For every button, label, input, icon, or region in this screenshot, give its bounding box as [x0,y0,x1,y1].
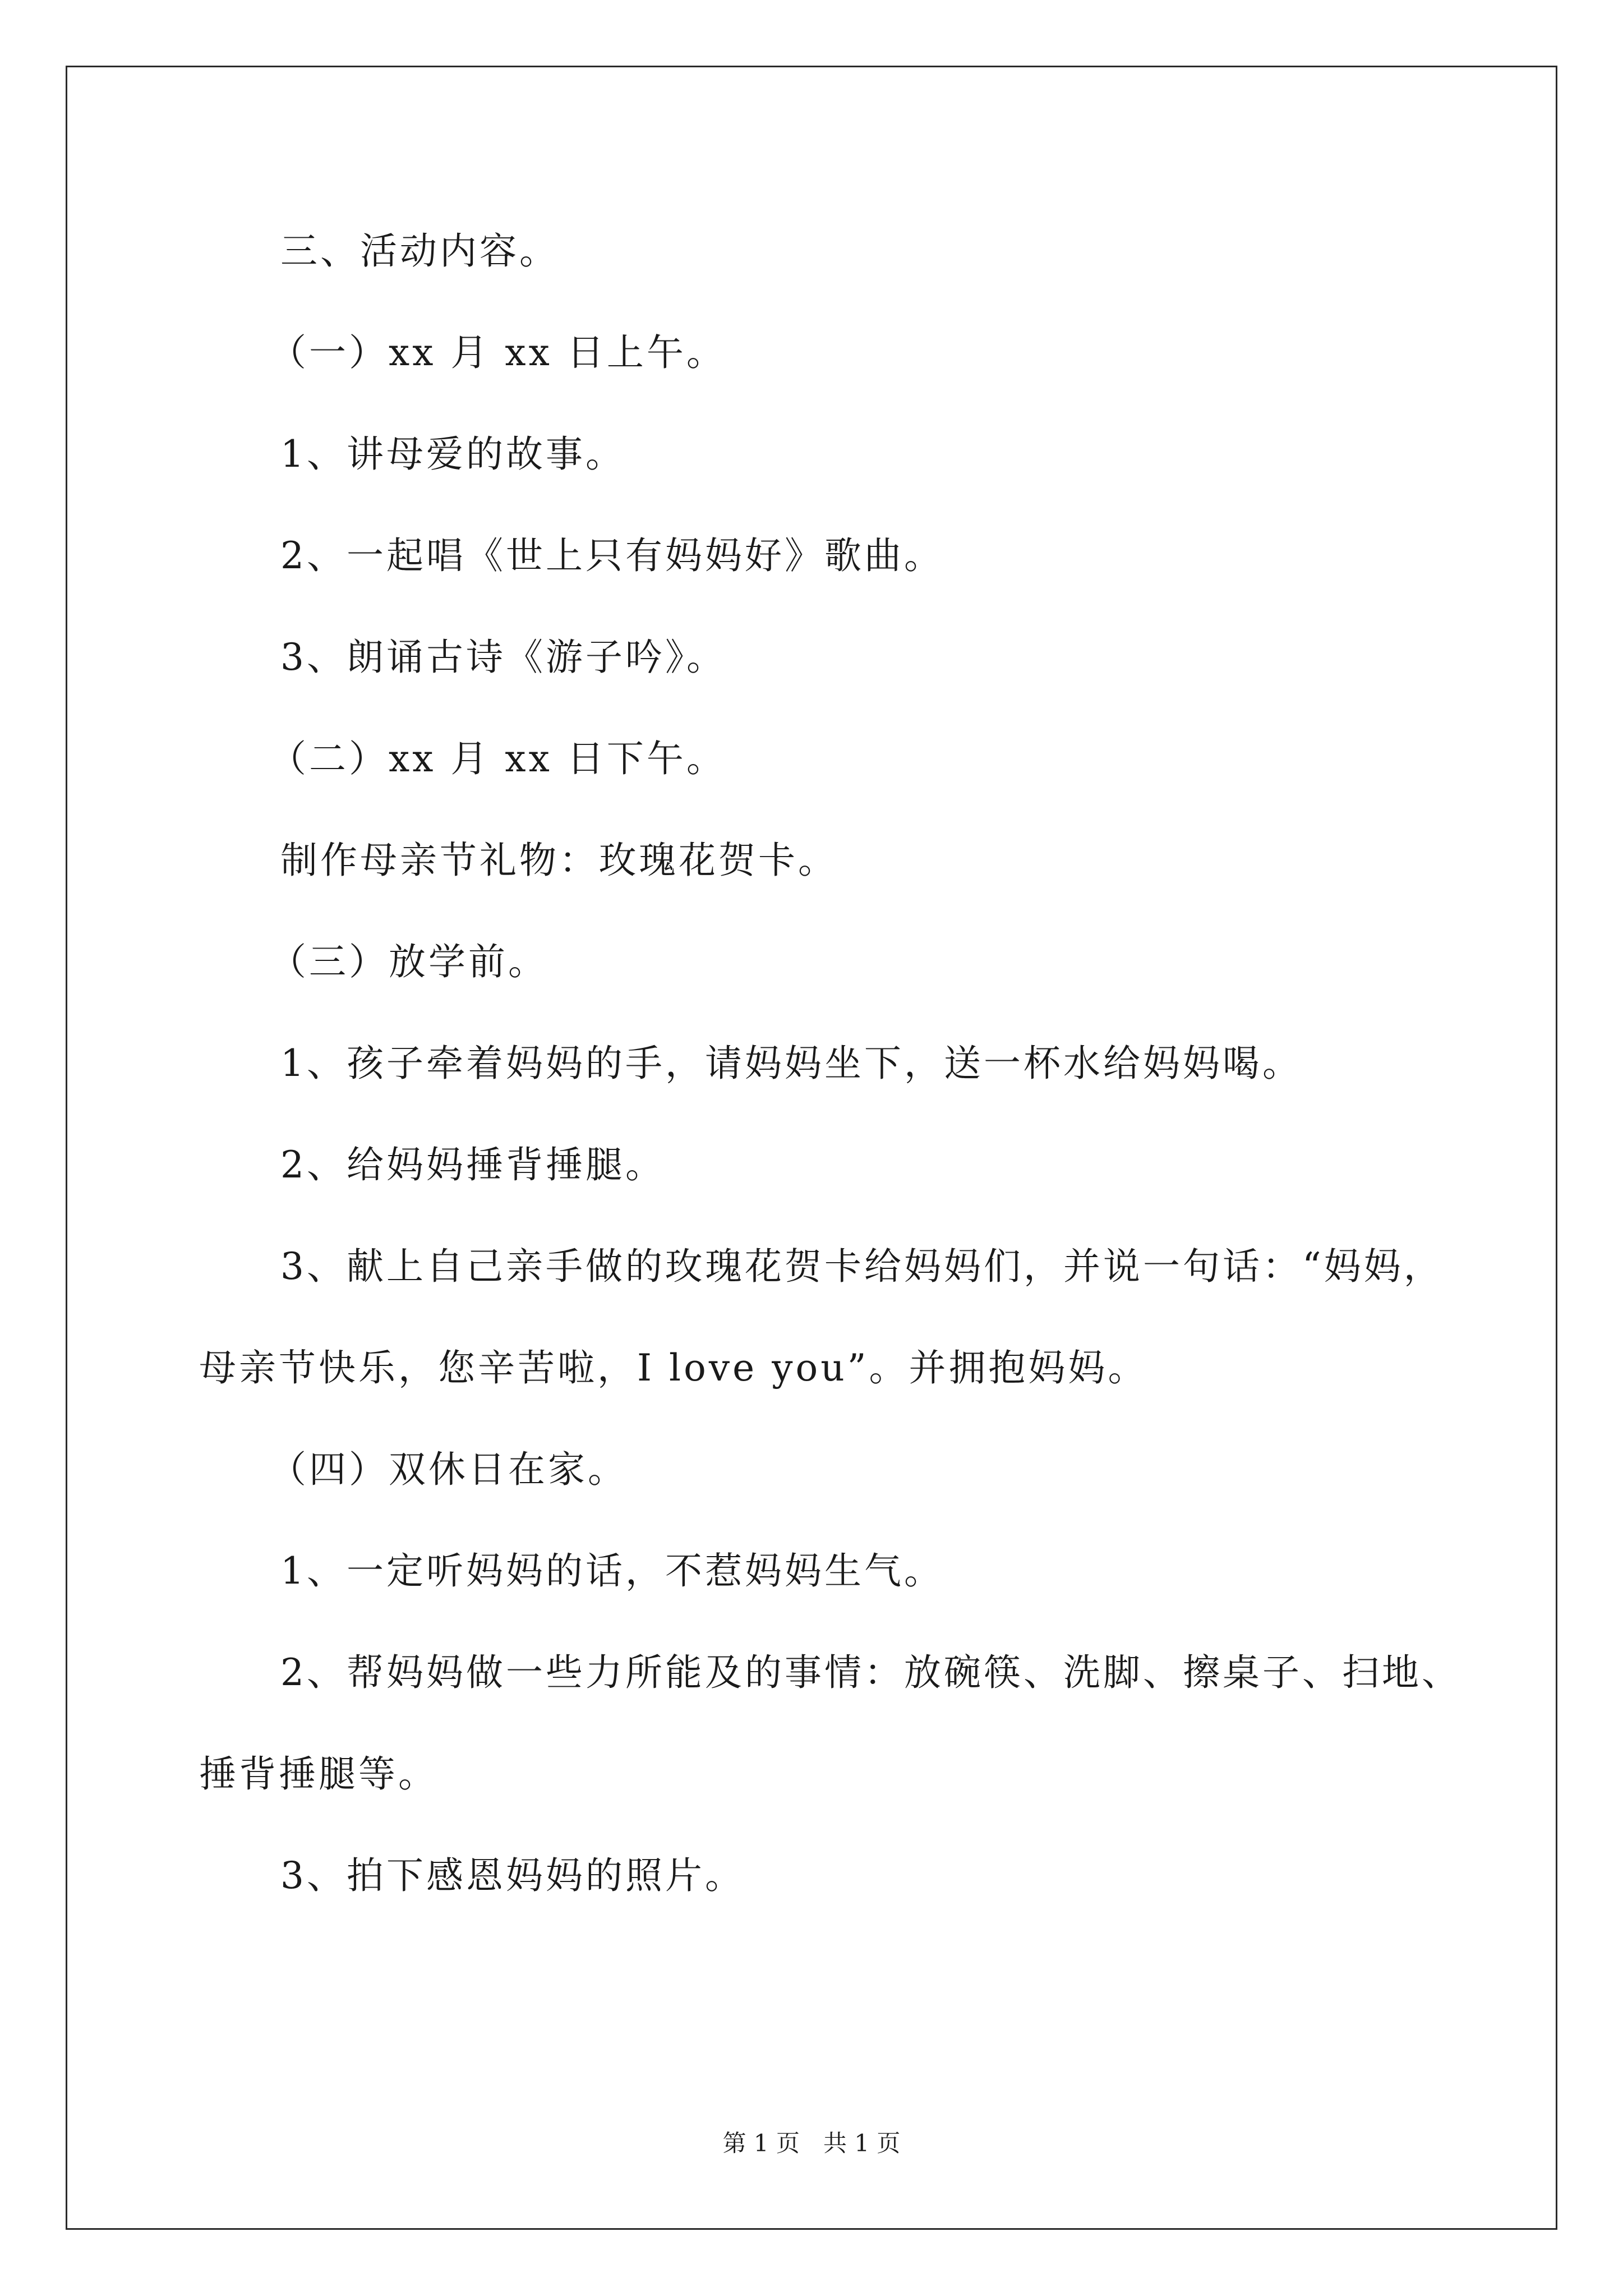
list-item: 2、一起唱《世上只有妈妈好》歌曲。 [280,534,944,577]
subheading-afternoon: （二）xx 月 xx 日下午。 [269,737,726,780]
list-item: 2、帮妈妈做一些力所能及的事情：放碗筷、洗脚、擦桌子、扫地、 [280,1651,1461,1694]
section-heading: 三、活动内容。 [280,229,559,273]
list-item-continuation: 母亲节快乐，您辛苦啦，I love you”。并拥抱妈妈。 [199,1346,1148,1389]
list-item: 2、给妈妈捶背捶腿。 [280,1143,665,1186]
list-item: 3、献上自己亲手做的玫瑰花贺卡给妈妈们，并说一句话：“妈妈， [280,1245,1444,1288]
list-item-continuation: 捶背捶腿等。 [199,1752,438,1796]
list-item: 1、孩子牵着妈妈的手，请妈妈坐下，送一杯水给妈妈喝。 [280,1042,1302,1085]
page-footer: 第 1 页 共 1 页 [722,2129,901,2157]
list-item: 3、朗诵古诗《游子吟》。 [280,636,726,679]
list-item: 1、讲母爱的故事。 [280,432,625,476]
subheading-weekend: （四）双休日在家。 [269,1448,628,1491]
list-item: 1、一定听妈妈的话，不惹妈妈生气。 [280,1549,944,1593]
subheading-morning: （一）xx 月 xx 日上午。 [269,331,726,374]
subheading-before-school: （三）放学前。 [269,940,548,983]
paragraph: 制作母亲节礼物：玫瑰花贺卡。 [280,839,838,882]
list-item: 3、拍下感恩妈妈的照片。 [280,1854,745,1897]
